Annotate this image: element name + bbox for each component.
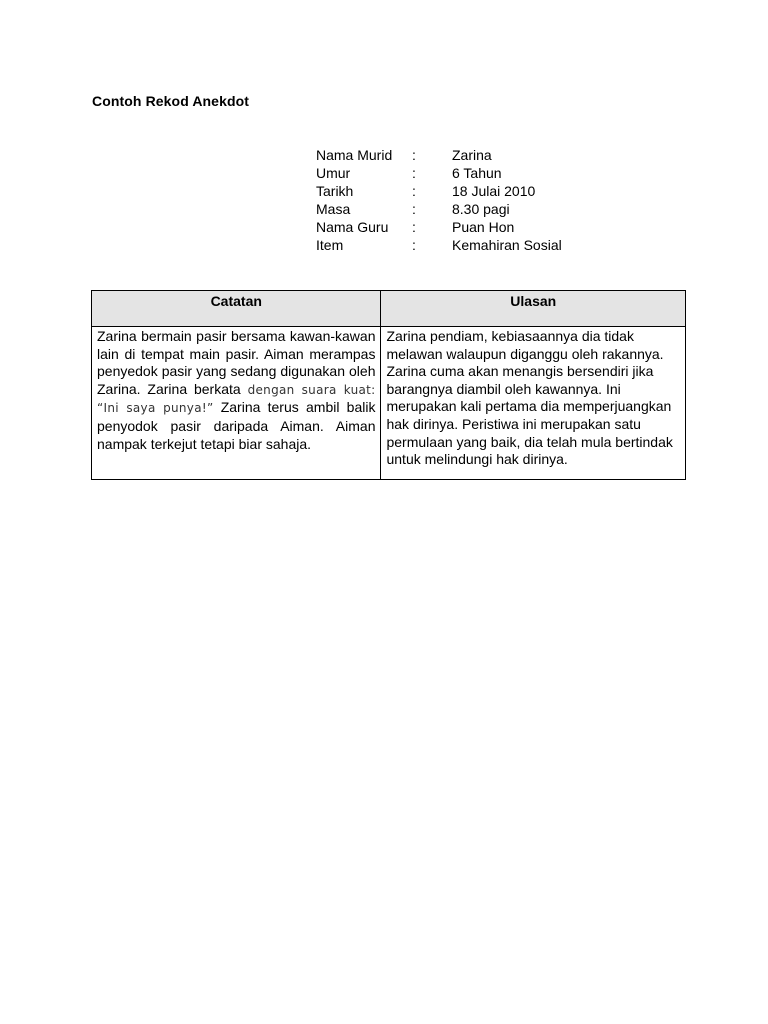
info-row-nama-murid (316, 146, 652, 164)
info-label: Umur (316, 165, 351, 181)
info-label: Masa (316, 201, 351, 217)
catatan-cell (92, 327, 381, 480)
info-colon: : (412, 237, 416, 253)
catatan-quote: dengan suara kuat: “Ini saya punya!” (97, 382, 376, 416)
info-value: 8.30 pagi (452, 201, 510, 217)
info-label: Tarikh (316, 183, 354, 199)
info-row-tarikh (316, 182, 652, 200)
info-row-item (316, 236, 652, 254)
info-colon: : (412, 183, 416, 199)
info-colon: : (412, 201, 416, 217)
info-value: 18 Julai 2010 (452, 183, 536, 199)
table-header-row (92, 291, 686, 327)
catatan-text-part2: Zarina terus ambil balik penyodok pasir daripada Aiman. Aiman nampak terkejut tetapi biar sahaja. (97, 399, 376, 452)
student-info-block (316, 146, 652, 254)
anecdotal-record-table (91, 290, 686, 480)
info-value: Zarina (452, 147, 492, 163)
table-row (92, 327, 686, 480)
info-row-nama-guru (316, 218, 652, 236)
info-value: Kemahiran Sosial (452, 237, 562, 253)
document-title: Contoh Rekod Anekdot (92, 93, 250, 109)
ulasan-cell: Zarina pendiam, kebiasaannya dia tidak melawan walaupun diganggu oleh rakannya. Zarina cuma akan menangis bersendiri jika barangnya diambil oleh kawannya. Ini merupakan kali pertama dia memperjuangkan hak dirinya. Peristiwa ini merupakan satu permulaan yang baik, dia telah mula bertindak untuk melindungi hak dirinya. (381, 327, 686, 480)
header-ulasan: Ulasan (381, 291, 686, 327)
info-label: Nama Guru (316, 219, 389, 235)
info-row-umur (316, 164, 652, 182)
header-catatan: Catatan (92, 291, 381, 327)
info-row-masa (316, 200, 652, 218)
info-label: Nama Murid (316, 147, 393, 163)
info-colon: : (412, 165, 416, 181)
info-label: Item (316, 237, 344, 253)
info-value: Puan Hon (452, 219, 515, 235)
info-colon: : (412, 147, 416, 163)
catatan-text-part1: Zarina bermain pasir bersama kawan-kawan lain di tempat main pasir. Aiman merampas penyedok pasir yang sedang digunakan oleh Zarina. Zarina berkata (97, 328, 376, 397)
info-value: 6 Tahun (452, 165, 502, 181)
info-colon: : (412, 219, 416, 235)
